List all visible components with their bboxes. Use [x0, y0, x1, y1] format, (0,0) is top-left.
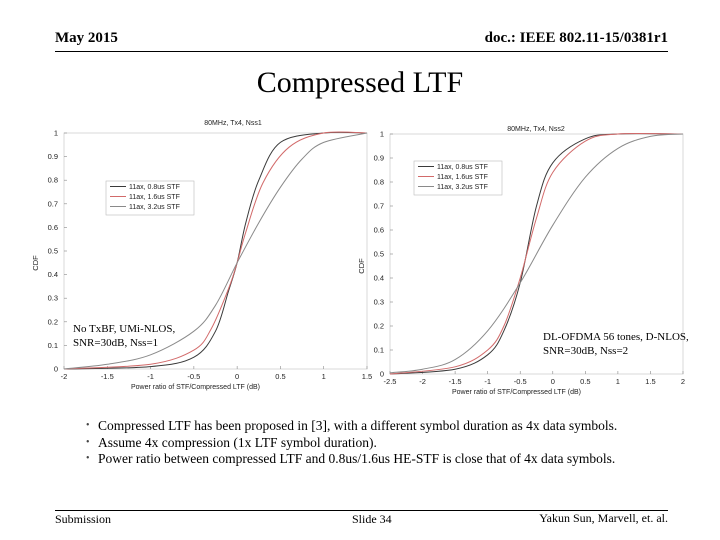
y-tick-label: 0.2 [373, 321, 384, 331]
x-tick-label: 2 [680, 377, 686, 386]
legend-label: 11ax, 1.6us STF [129, 194, 180, 201]
y-tick-label: 0.6 [47, 222, 58, 232]
chart-title: 80MHz, Tx4, Nss2 [507, 126, 565, 133]
y-tick-label: 0.9 [47, 152, 58, 162]
x-tick-label: -0.5 [187, 372, 201, 381]
condition-left-line-1: No TxBF, UMi-NLOS, [73, 323, 176, 335]
legend-label: 11ax, 0.8us STF [129, 184, 180, 191]
header-rule [55, 51, 668, 52]
footer-submission: Submission [55, 512, 112, 526]
x-tick-label: 1 [321, 372, 326, 381]
y-axis-label: CDF [357, 258, 366, 274]
x-tick-label: -2.5 [383, 377, 397, 386]
y-tick-label: 0.5 [47, 246, 58, 256]
x-axis-label: Power ratio of STF/Compressed LTF (dB) [451, 389, 582, 396]
x-tick-label: 0 [550, 377, 555, 386]
y-tick-label: 0.8 [373, 177, 384, 187]
bullet-item: • Power ratio between compressed LTF and 0.8us/1.6us HE-STF is close that of 4x data symbols. [86, 451, 646, 468]
y-tick-label: 1 [379, 129, 384, 139]
x-tick-label: -2 [419, 377, 426, 386]
bullet-list [86, 418, 646, 468]
x-tick-label: 1.5 [361, 372, 373, 381]
y-tick-label: 0.5 [373, 249, 384, 259]
y-tick-label: 0.9 [373, 153, 384, 163]
y-tick-label: 0.4 [373, 273, 384, 283]
header-doc-id: doc.: IEEE 802.11-15/0381r1 [484, 30, 668, 46]
x-tick-label: 1.5 [645, 377, 656, 386]
y-tick-label: 0.7 [373, 201, 384, 211]
x-tick-label: -1 [147, 372, 154, 381]
chart-title: 80MHz, Tx4, Nss1 [204, 120, 262, 127]
cdf-chart-left [28, 115, 373, 400]
header-date: May 2015 [55, 30, 118, 46]
condition-right-line-2: SNR=30dB, Nss=2 [543, 345, 629, 357]
x-tick-label: 0.5 [275, 372, 286, 381]
x-tick-label: -1.5 [448, 377, 462, 386]
y-tick-label: 0.6 [373, 225, 384, 235]
y-tick-label: 0.3 [47, 293, 58, 303]
x-tick-label: 1 [615, 377, 620, 386]
x-tick-label: -1 [484, 377, 492, 386]
y-tick-label: 0.1 [373, 345, 384, 355]
legend-label: 11ax, 3.2us STF [129, 204, 180, 211]
x-tick-label: 0 [235, 372, 240, 381]
bullet-item: • Assume 4x compression (1x LTF symbol duration). [86, 435, 646, 452]
bullet-item: • Compressed LTF has been proposed in [3], with a different symbol duration as 4x data symbols. [86, 418, 646, 435]
x-tick-label: -1.5 [100, 372, 114, 381]
cdf-chart-right [352, 120, 697, 402]
footer-slide-number: Slide 34 [352, 512, 392, 526]
x-axis-label: Power ratio of STF/Compressed LTF (dB) [130, 384, 261, 391]
condition-left [73, 322, 175, 350]
legend-label: 11ax, 1.6us STF [437, 174, 488, 181]
y-tick-label: 0 [379, 369, 384, 379]
y-tick-label: 0.7 [47, 199, 58, 209]
x-tick-label: -2 [60, 372, 68, 381]
y-tick-label: 0.2 [47, 317, 58, 327]
y-tick-label: 1 [53, 128, 58, 138]
x-tick-label: -0.5 [513, 377, 527, 386]
legend-label: 11ax, 3.2us STF [437, 184, 488, 191]
condition-right-line-1: DL-OFDMA 56 tones, D-NLOS, [543, 331, 689, 343]
footer-author: Yakun Sun, Marvell, et. al. [539, 511, 668, 525]
y-tick-label: 0.3 [373, 297, 384, 307]
y-tick-label: 0 [53, 364, 58, 374]
condition-left-line-2: SNR=30dB, Nss=1 [73, 337, 159, 349]
y-tick-label: 0.4 [47, 270, 58, 280]
x-tick-label: 0.5 [580, 377, 591, 386]
legend-label: 11ax, 0.8us STF [437, 164, 488, 171]
condition-right [543, 330, 689, 358]
slide-title: Compressed LTF [256, 66, 464, 99]
y-axis-label: CDF [31, 255, 40, 271]
y-tick-label: 0.8 [47, 175, 58, 185]
y-tick-label: 0.1 [47, 340, 58, 350]
